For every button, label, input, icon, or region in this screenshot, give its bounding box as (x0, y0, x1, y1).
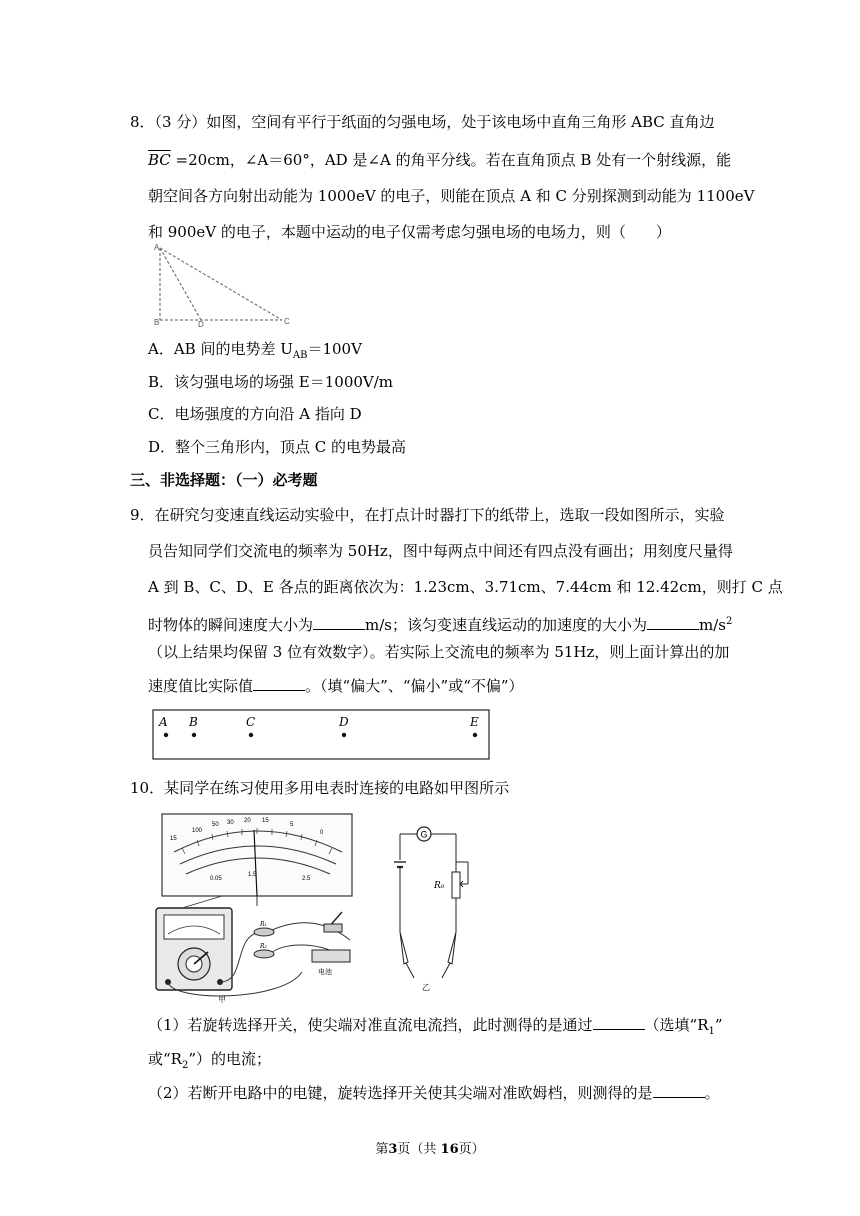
answer-blank-ohm (653, 1083, 705, 1098)
label-a: A (154, 243, 160, 252)
tape-label-c: C (246, 715, 256, 729)
figure-yi-label: 乙 (422, 983, 430, 992)
q10-sub2: （2）若断开电路中的电键，旋转选择开关使其尖端对准欧姆档，则测得的是 。 (148, 1084, 720, 1102)
svg-text:15: 15 (262, 818, 269, 824)
r2-label: R₂ (260, 943, 267, 950)
q8-line1: 8．（3 分）如图，空间有平行于纸面的匀强电场，处于该电场中直角三角形 ABC 直角边 (130, 113, 715, 131)
r1-label: R₁ (260, 921, 267, 928)
svg-text:30: 30 (227, 820, 234, 826)
svg-text:100: 100 (192, 828, 203, 834)
page-footer: 第3页（共 16页） (375, 1142, 485, 1157)
tape-label-d: D (339, 715, 349, 729)
svg-text:20: 20 (244, 818, 251, 824)
tape-label-e: E (470, 715, 479, 729)
svg-text:0: 0 (320, 830, 324, 836)
multimeter-circuit-figure (152, 812, 362, 1004)
q8-line2: $\overline{BC} =20cm$，∠A＝60°，AD 是∠A 的角平分线。若在直角顶点 B 处有一个射线源，能 (148, 151, 732, 169)
q10-sub1-line2: 或“$R_2$”）的电流； (148, 1050, 272, 1071)
bc-segment: $\overline{BC}$ (148, 151, 171, 169)
answer-blank-comparison (253, 676, 305, 691)
label-c: C (284, 317, 290, 326)
circuit-diagram-figure (382, 812, 492, 992)
q9-line2: 员告知同学们交流电的频率为 50Hz，图中每两点中间还有四点没有画出；用刻度尺量得 (148, 542, 733, 560)
q10-sub1-line1: （1）若旋转选择开关，使尖端对准直流电流挡，此时测得的是通过 （选填“$R_1$” (148, 1016, 723, 1037)
svg-text:0.05: 0.05 (210, 876, 222, 882)
r0-label: R₀ (434, 881, 445, 891)
q9-line3: A 到 B、C、D、E 各点的距离依次为：1.23cm、3.71cm、7.44cm 和 12.42cm，则打 C 点 (148, 578, 783, 596)
paper-tape-figure (152, 709, 492, 761)
q8-option-b: B．该匀强电场的场强 E＝1000V/m (148, 373, 394, 391)
svg-text:50: 50 (212, 822, 219, 828)
q9-line4: 时物体的瞬间速度大小为 m/s；该匀变速直线运动的加速度的大小为 $m/s^2$ (148, 616, 733, 634)
q9-line5: （以上结果均保留 3 位有效数字）。若实际上交流电的频率为 51Hz，则上面计算出的加 (148, 643, 730, 661)
q8-line4: 和 900eV 的电子，本题中运动的电子仅需考虑匀强电场的电场力，则（ ） (148, 223, 671, 241)
svg-text:G: G (420, 829, 428, 840)
svg-text:2.5: 2.5 (302, 876, 311, 882)
q10-line1: 10．某同学在练习使用多用电表时连接的电路如甲图所示 (130, 779, 510, 797)
svg-text:5: 5 (290, 822, 294, 828)
q8-option-a: A．AB 间的电势差 $U_{AB}=100V$ (148, 340, 362, 361)
tape-label-a: A (159, 715, 168, 729)
q8-option-d: D．整个三角形内，顶点 C 的电势最高 (148, 438, 407, 456)
label-b: B (154, 318, 160, 327)
section-heading: 三、非选择题：（一）必考题 (130, 471, 318, 489)
battery-label: 电池 (318, 969, 332, 976)
svg-text:1.5: 1.5 (248, 872, 257, 878)
q9-line6: 速度值比实际值 。（填“偏大”、“偏小”或“不偏”） (148, 677, 524, 695)
label-d: D (198, 320, 204, 329)
q8-option-c: C．电场强度的方向沿 A 指向 D (148, 405, 362, 423)
answer-blank-current (593, 1015, 645, 1030)
tape-label-b: B (189, 715, 198, 729)
svg-text:15: 15 (170, 836, 177, 842)
triangle-figure (150, 240, 295, 330)
q9-line1: 9．在研究匀变速直线运动实验中，在打点计时器打下的纸带上，选取一段如图所示，实验 (130, 506, 725, 524)
figure-jia-label: 甲 (218, 995, 226, 1004)
answer-blank-velocity (313, 615, 365, 630)
q8-line3: 朝空间各方向射出动能为 1000eV 的电子，则能在顶点 A 和 C 分别探测到动能为 1100eV (148, 187, 755, 205)
answer-blank-acceleration (647, 615, 699, 630)
